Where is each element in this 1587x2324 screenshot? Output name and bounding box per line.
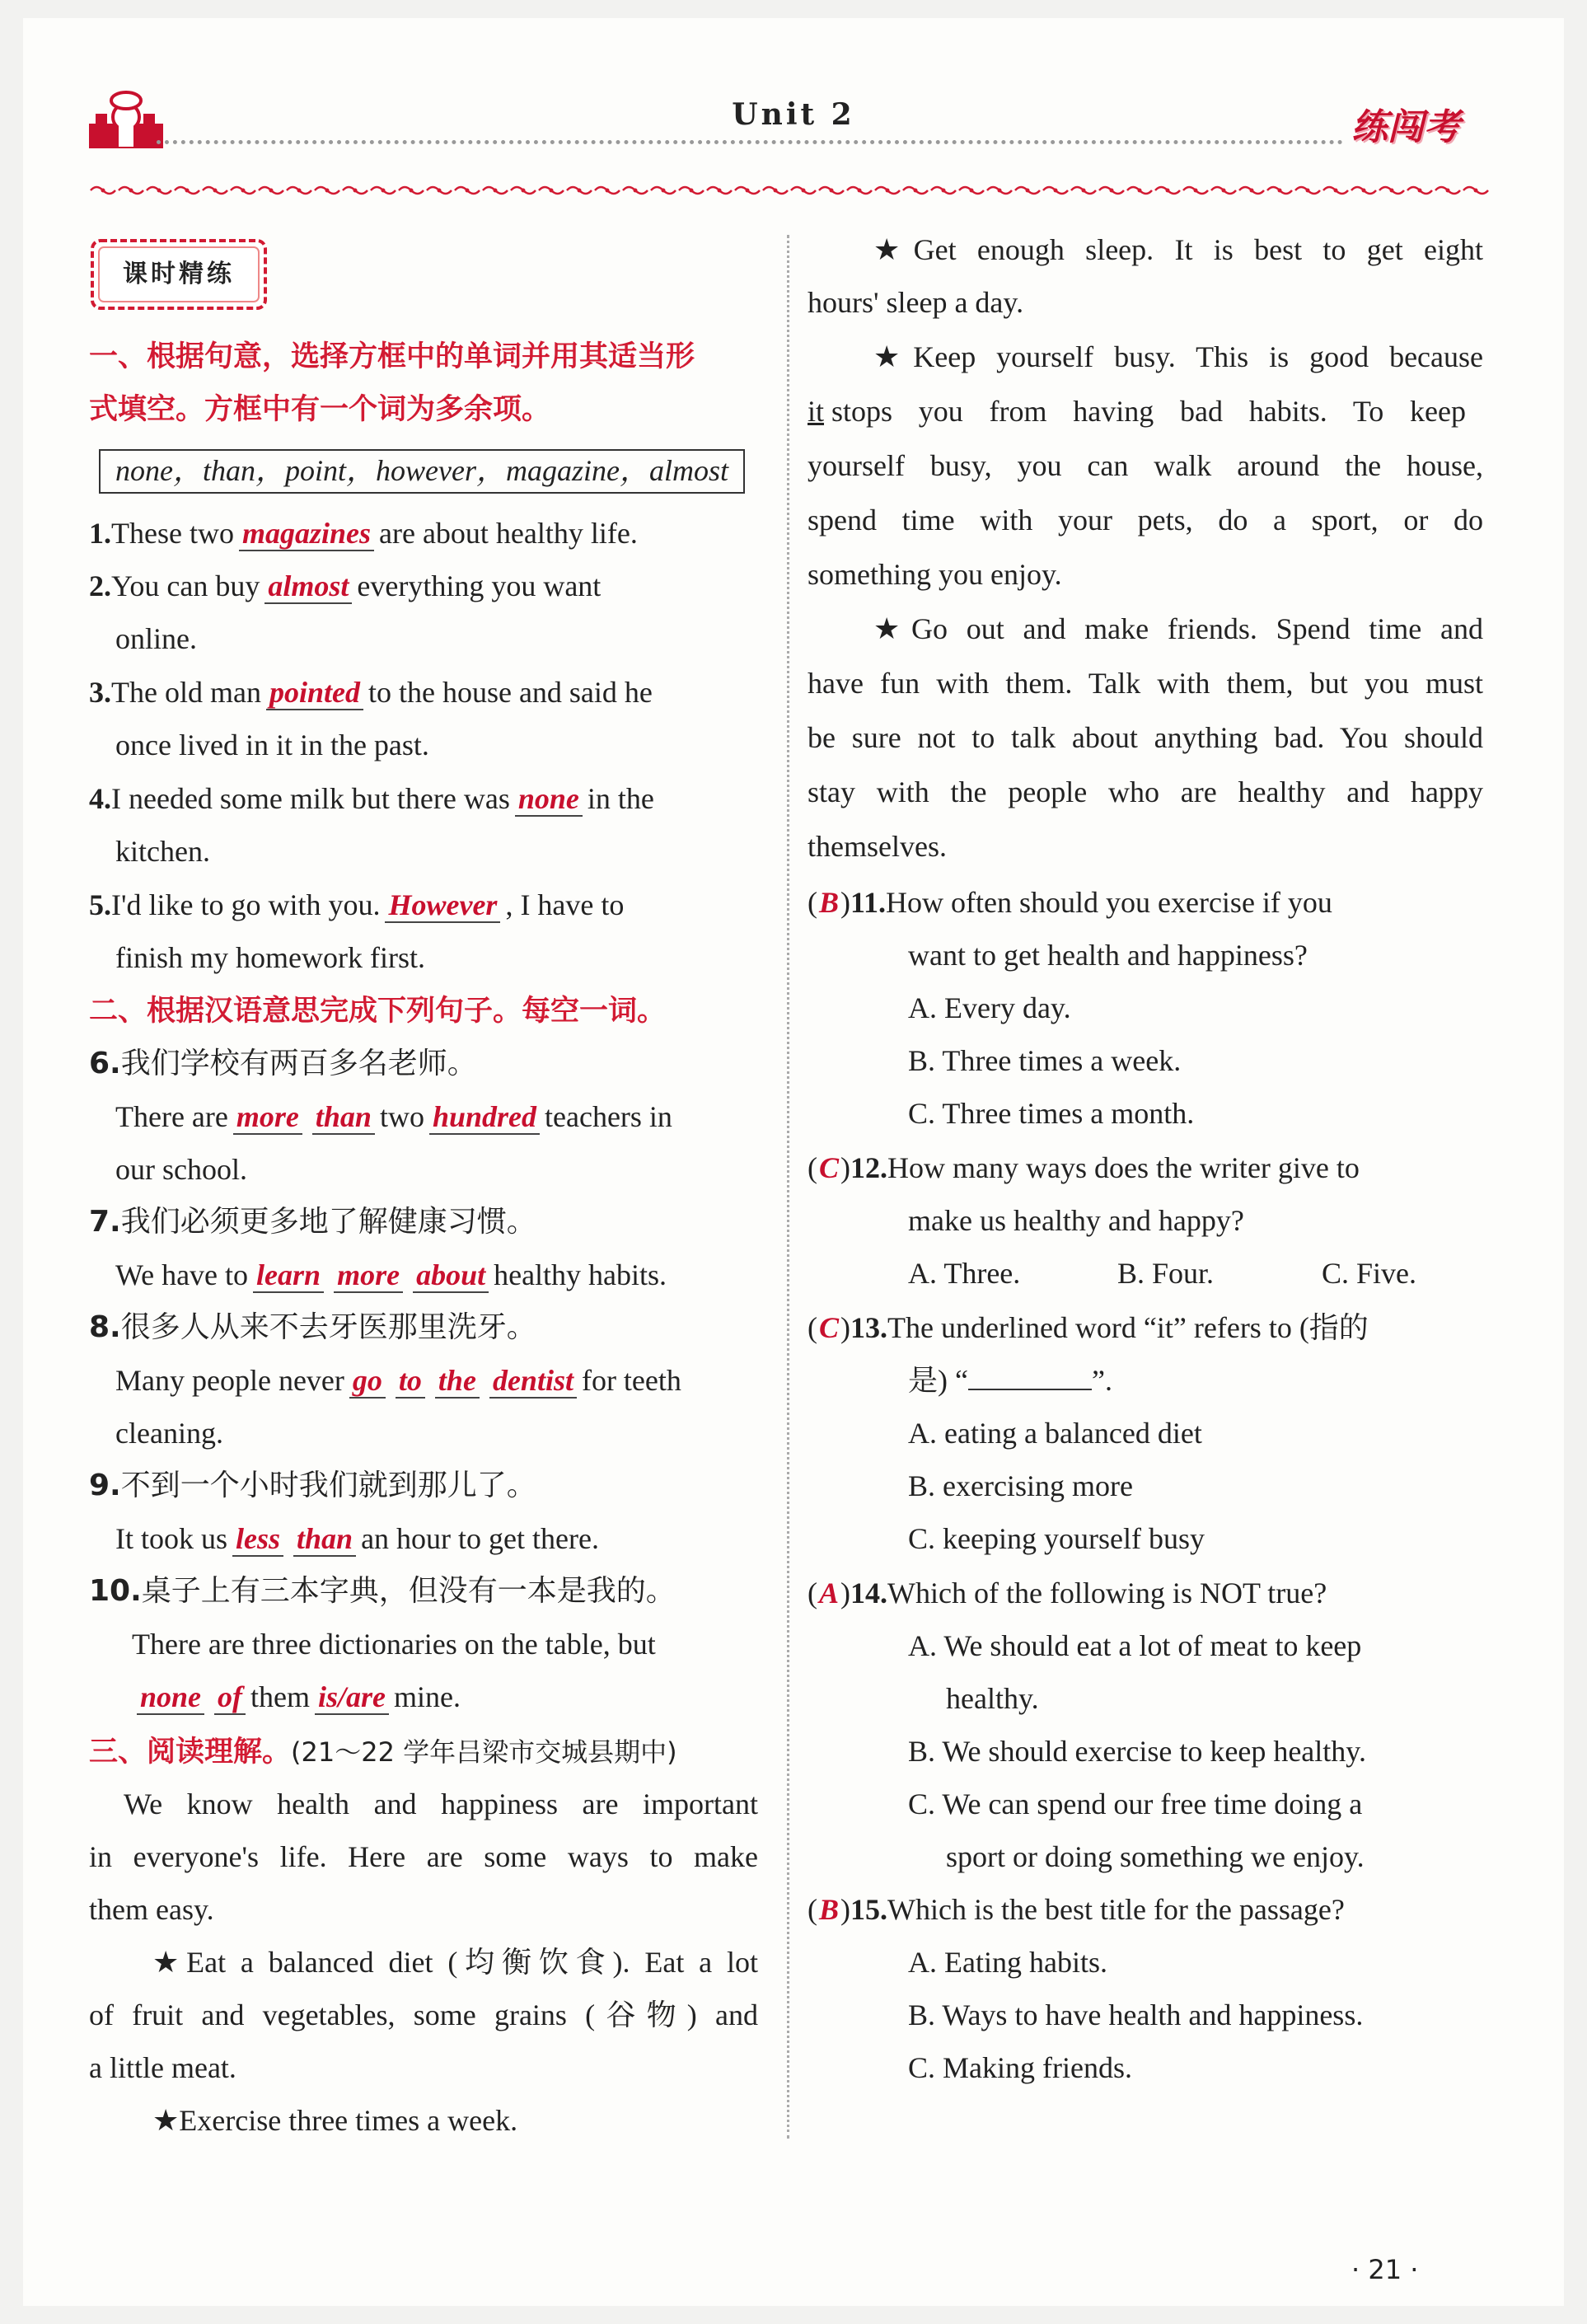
brand-logo: 练闯考 xyxy=(1351,106,1460,148)
q6-mid: two xyxy=(379,1100,424,1133)
q6-continuation: our school. xyxy=(115,1153,247,1186)
unit-title: Unit 2 xyxy=(732,97,855,132)
q6-number: 6. xyxy=(89,1047,121,1080)
q9-chinese xyxy=(89,1465,536,1506)
q13-number: 13. xyxy=(850,1311,888,1344)
q14-stem1: Which of the following is NOT true? xyxy=(887,1577,1327,1609)
passage-p2-line3: a little meat. xyxy=(89,2051,236,2084)
q1-post: are about healthy life. xyxy=(379,517,638,550)
q2-continuation: online. xyxy=(115,622,197,655)
q14-answer: A xyxy=(819,1577,840,1609)
q11-number: 11. xyxy=(850,886,887,919)
q12-stem1: How many ways does the writer give to xyxy=(887,1151,1360,1184)
q15-option-b[interactable]: B. Ways to have health and happiness. xyxy=(908,1998,1364,2031)
q12-option-c[interactable]: C. Five. xyxy=(1322,1257,1417,1290)
q1-pre: These two xyxy=(111,517,234,550)
q11-stem1: How often should you exercise if you xyxy=(886,886,1332,919)
q7-answer-1: learn xyxy=(253,1258,324,1293)
question-13: (C)13.The underlined word “it” refers to (指的 xyxy=(808,1311,1369,1344)
q3-pre: The old man xyxy=(111,676,261,709)
q9-answer-2: than xyxy=(293,1522,356,1557)
passage-p5-line3: yourself busy, you can walk around the house, xyxy=(808,449,1483,482)
q1-number: 1. xyxy=(89,517,111,550)
q6-post: teachers in xyxy=(545,1100,672,1133)
q8-number: 8. xyxy=(89,1310,121,1344)
q9-post: an hour to get there. xyxy=(361,1522,599,1555)
q3-continuation: once lived in it in the past. xyxy=(115,729,429,761)
q13-option-c[interactable]: C. keeping yourself busy xyxy=(908,1522,1205,1555)
q6-answer-3: hundred xyxy=(429,1100,540,1135)
passage-p3-line1: ★Exercise three times a week. xyxy=(152,2104,518,2137)
question-15: (B)15.Which is the best title for the passage? xyxy=(808,1893,1345,1926)
q8-pre: Many people never xyxy=(115,1364,344,1397)
q4-post: in the xyxy=(587,782,654,815)
q14-option-a-cont: healthy. xyxy=(946,1682,1039,1715)
q7-pre: We have to xyxy=(115,1258,249,1291)
section3-source: (21～22 学年吕梁市交城县期中) xyxy=(291,1736,677,1768)
q14-option-c-cont: sport or doing something we enjoy. xyxy=(946,1840,1365,1873)
q10-answer-1: none xyxy=(137,1680,204,1715)
section1-title-line2: 式填空。方框中有一个词为多余项。 xyxy=(89,393,551,426)
q7-english xyxy=(115,1254,667,1296)
q14-option-a[interactable]: A. We should eat a lot of meat to keep xyxy=(908,1629,1362,1662)
q2-answer: almost xyxy=(264,569,352,604)
passage-p6-line3: be sure not to talk about anything bad. You should xyxy=(808,721,1483,754)
passage-p6-line4: stay with the people who are healthy and happy xyxy=(808,775,1483,808)
q3-number: 3. xyxy=(89,676,111,709)
q10-post: mine. xyxy=(394,1680,461,1713)
q8-answer-4: dentist xyxy=(489,1364,577,1399)
q12-answer: C xyxy=(819,1151,840,1184)
q3-post: to the house and said he xyxy=(367,676,653,709)
passage-p5-line2-wrap xyxy=(808,391,1483,432)
section-badge: 课时精练 xyxy=(123,260,235,288)
q5-post: , I have to xyxy=(505,888,625,921)
q6-chinese xyxy=(89,1043,477,1085)
q9-number: 9. xyxy=(89,1469,121,1502)
question-2 xyxy=(89,565,765,607)
q5-continuation: finish my homework first. xyxy=(115,941,425,974)
q11-stem2: want to get health and happiness? xyxy=(908,939,1308,972)
q8-english xyxy=(115,1360,681,1401)
word-box: none，than，point，however，magazine，almost xyxy=(99,449,745,494)
q7-zh: 我们必须更多地了解健康习惯。 xyxy=(120,1205,536,1239)
q14-number: 14. xyxy=(850,1577,888,1609)
q15-answer: B xyxy=(819,1893,840,1926)
ornament-border xyxy=(89,183,1490,198)
passage-p5-line1: ★Keep yourself busy. This is good because xyxy=(873,340,1483,373)
q7-post: healthy habits. xyxy=(494,1258,667,1291)
q1-answer: magazines xyxy=(239,517,374,551)
q4-answer: none xyxy=(515,782,583,817)
q12-number: 12. xyxy=(850,1151,888,1184)
question-5 xyxy=(89,884,624,925)
passage-p6-line5: themselves. xyxy=(808,830,947,863)
passage-p5-line5: something you enjoy. xyxy=(808,558,1062,591)
q13-stem2-start: 是) “ xyxy=(908,1364,968,1397)
q10-number: 10. xyxy=(89,1574,142,1608)
q5-pre: I'd like to go with you. xyxy=(111,888,381,921)
q10-english-line2 xyxy=(132,1676,461,1717)
passage-p4-line1: ★Get enough sleep. It is best to get eight xyxy=(873,233,1483,266)
q13-stem2 xyxy=(908,1360,1112,1401)
q13-stem1: The underlined word “it” refers to (指的 xyxy=(887,1311,1369,1344)
passage-p2-line1: ★Eat a balanced diet (均衡饮食). Eat a lot xyxy=(152,1946,758,1979)
q7-chinese xyxy=(89,1202,536,1243)
question-12: (C)12.How many ways does the writer give to xyxy=(808,1151,1360,1184)
q8-answer-1: go xyxy=(349,1364,386,1399)
question-3 xyxy=(89,672,653,713)
q3-answer: pointed xyxy=(266,676,363,710)
question-4 xyxy=(89,778,654,819)
q13-stem2-end: ”. xyxy=(1091,1364,1112,1397)
q10-zh: 桌子上有三本字典，但没有一本是我的。 xyxy=(141,1574,676,1608)
q6-answer-2: than xyxy=(312,1100,375,1135)
header-rule xyxy=(157,140,1343,144)
section1-title-line1: 一、根据句意，选择方框中的单词并用其适当形 xyxy=(89,340,695,373)
q8-zh: 很多人从来不去牙医那里洗牙。 xyxy=(120,1310,536,1344)
q15-option-c[interactable]: C. Making friends. xyxy=(908,2051,1132,2084)
q2-post: everything you want xyxy=(357,569,602,602)
q6-pre: There are xyxy=(115,1100,228,1133)
q11-answer: B xyxy=(819,886,840,919)
q7-answer-3: about xyxy=(413,1258,489,1293)
q10-english-line1: There are three dictionaries on the table, but xyxy=(132,1628,656,1661)
q11-option-c[interactable]: C. Three times a month. xyxy=(908,1097,1195,1130)
q6-answer-1: more xyxy=(233,1100,302,1135)
q13-option-a[interactable]: A. eating a balanced diet xyxy=(908,1417,1202,1450)
q10-mid: them xyxy=(250,1680,311,1713)
passage-p1-line1: We know health and happiness are important xyxy=(124,1788,758,1820)
q4-continuation: kitchen. xyxy=(115,835,210,868)
q5-number: 5. xyxy=(89,888,111,921)
q4-pre: I needed some milk but there was xyxy=(111,782,510,815)
q10-answer-3: is/are xyxy=(315,1680,389,1715)
passage-p6-line1: ★Go out and make friends. Spend time and xyxy=(873,612,1483,645)
underlined-it: it xyxy=(808,395,825,428)
q10-answer-2: of xyxy=(214,1680,246,1715)
q9-pre: It took us xyxy=(115,1522,228,1555)
q6-english xyxy=(115,1096,672,1137)
q15-stem1: Which is the best title for the passage? xyxy=(887,1893,1345,1926)
q12-option-b[interactable]: B. Four. xyxy=(1117,1257,1215,1290)
passage-p6-line2: have fun with them. Talk with them, but you must xyxy=(808,667,1483,700)
q13-blank xyxy=(968,1361,1092,1390)
q14-option-c[interactable]: C. We can spend our free time doing a xyxy=(908,1788,1363,1820)
section3-heading xyxy=(89,1731,677,1773)
q2-number: 2. xyxy=(89,569,111,602)
question-14: (A)14.Which of the following is NOT true? xyxy=(808,1577,1327,1609)
question-11: (B)11.How often should you exercise if you xyxy=(808,886,1332,919)
page-number: · 21 · xyxy=(1351,2254,1419,2285)
q4-number: 4. xyxy=(89,782,111,815)
q2-pre: You can buy xyxy=(111,569,260,602)
q5-answer: However xyxy=(385,888,500,923)
q8-chinese xyxy=(89,1307,536,1348)
q9-english xyxy=(115,1518,599,1559)
q15-number: 15. xyxy=(850,1893,888,1926)
q9-answer-1: less xyxy=(232,1522,283,1557)
passage-p1-line3: them easy. xyxy=(89,1893,214,1926)
passage-p4-line2: hours' sleep a day. xyxy=(808,286,1024,319)
q8-continuation: cleaning. xyxy=(115,1417,223,1450)
q14-option-b[interactable]: B. We should exercise to keep healthy. xyxy=(908,1735,1366,1768)
q8-answer-3: the xyxy=(435,1364,480,1399)
q8-answer-2: to xyxy=(396,1364,425,1399)
q11-option-b[interactable]: B. Three times a week. xyxy=(908,1044,1182,1077)
q10-chinese xyxy=(89,1571,676,1612)
q12-option-a[interactable]: A. Three. xyxy=(908,1257,1021,1290)
passage-p1-line2: in everyone's life. Here are some ways to make xyxy=(89,1840,758,1873)
q8-post: for teeth xyxy=(581,1364,681,1397)
q12-stem2: make us healthy and happy? xyxy=(908,1204,1244,1237)
q11-option-a[interactable]: A. Every day. xyxy=(908,991,1071,1024)
q7-number: 7. xyxy=(89,1205,121,1239)
section2-title: 二、根据汉语意思完成下列句子。每空一词。 xyxy=(89,995,667,1028)
q9-zh: 不到一个小时我们就到那儿了。 xyxy=(120,1469,536,1502)
q15-option-a[interactable]: A. Eating habits. xyxy=(908,1946,1107,1979)
passage-p2-line2: of fruit and vegetables, some grains (谷物) and xyxy=(89,1998,758,2031)
passage-p5-line2: stops you from having bad habits. To keep xyxy=(831,395,1467,428)
question-1 xyxy=(89,513,638,554)
column-divider xyxy=(787,235,789,2139)
q13-answer: C xyxy=(819,1311,840,1344)
q13-option-b[interactable]: B. exercising more xyxy=(908,1469,1133,1502)
section3-title: 三、阅读理解。 xyxy=(89,1736,292,1769)
passage-p5-line4: spend time with your pets, do a sport, or do xyxy=(808,504,1483,536)
q6-zh: 我们学校有两百多名老师。 xyxy=(120,1047,477,1080)
q7-answer-2: more xyxy=(334,1258,403,1293)
